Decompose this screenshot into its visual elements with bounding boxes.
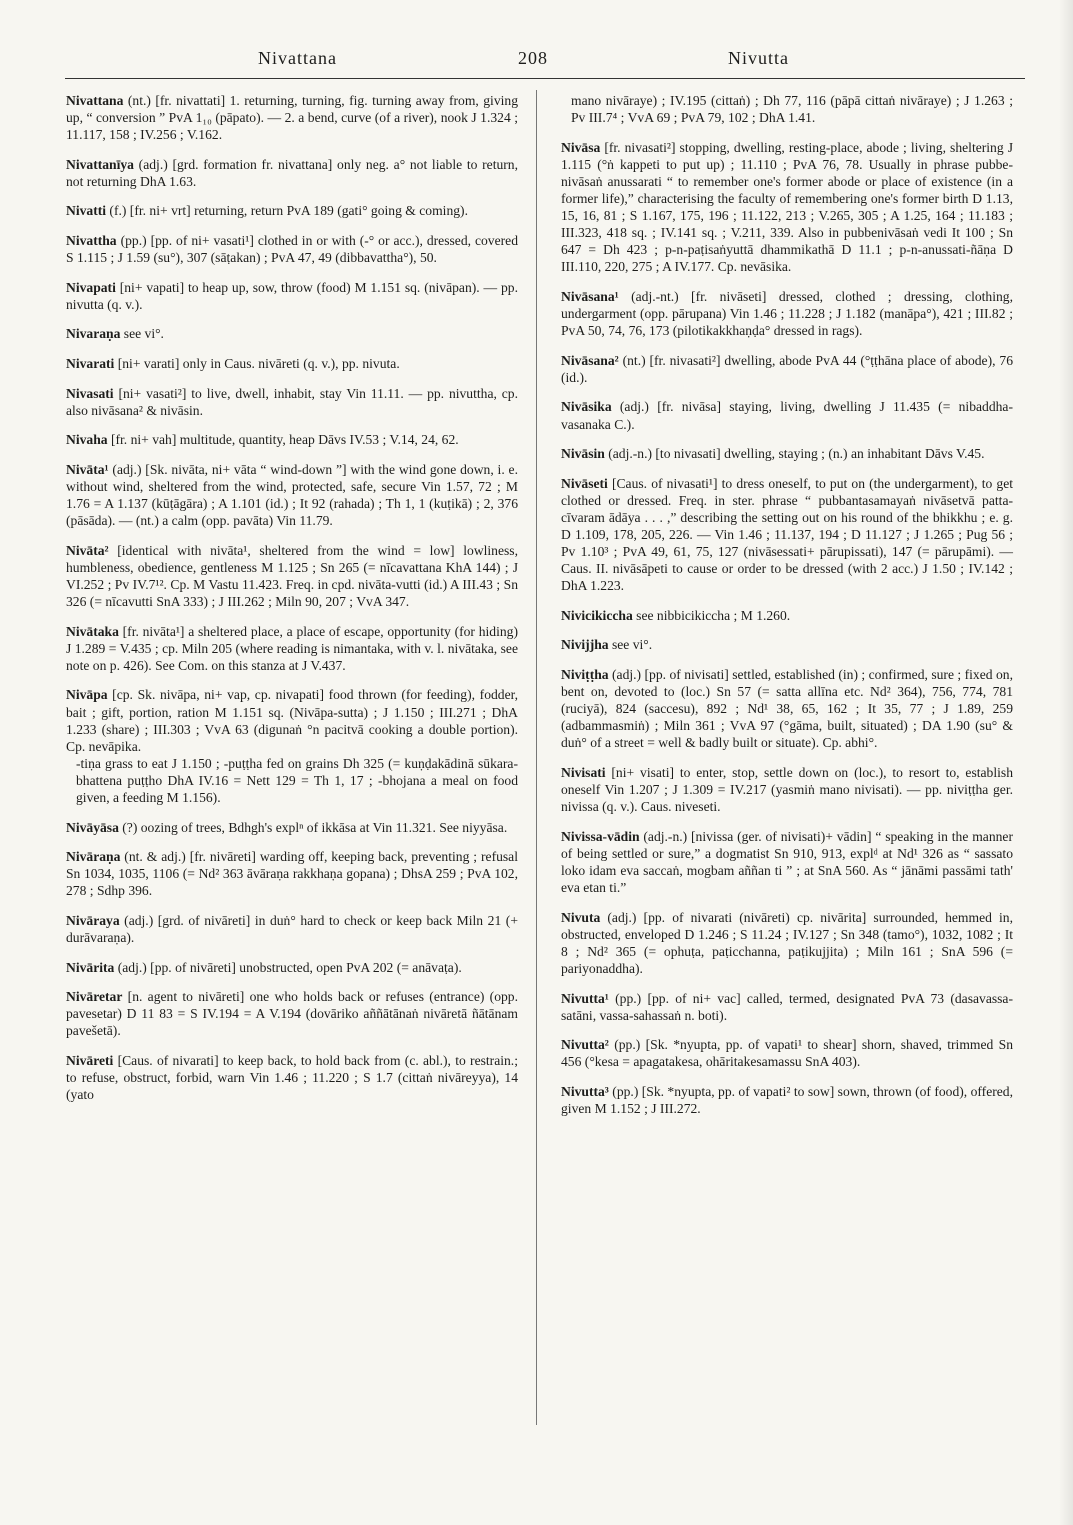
entry-definition: [ni+ varati] only in Caus. nivāreti (q. v.), pp. nivuta. bbox=[114, 356, 400, 372]
entry-headword: Nivutta³ bbox=[561, 1083, 609, 1099]
entry-definition: (nt.) [fr. nivattati] 1. returning, turning, fig. turning away from, giving up, “ conversion ” PvA 1₁₀ (pāpato). — 2. a bend, curve (of a river), nook J 1.324 ; 11.117, 158 ; IV.256 ; V.162. bbox=[66, 93, 518, 143]
dictionary-entry bbox=[66, 848, 518, 899]
dictionary-entry bbox=[561, 636, 1013, 653]
entry-definition: [fr. nivāta¹] a sheltered place, a place of escape, opportunity (for hiding) J 1.289 = V.435 ; cp. Miln 205 (where reading is nimantaka, with v. l. nivātaka, see note on p. 426). See Com. on this stanza at J V.437. bbox=[66, 623, 518, 673]
entry-definition: see nibbicikiccha ; M 1.260. bbox=[632, 607, 791, 623]
entry-headword: Nivattanīya bbox=[66, 156, 134, 172]
page-number: 208 bbox=[518, 48, 548, 68]
entry-headword: Nivārita bbox=[66, 959, 115, 975]
entry-definition: (nt. & adj.) [fr. nivāreti] warding off, keeping back, preventing ; refusal Sn 1034, 1035, 1106 (= Nd² 363 āvāraṇa rakkhaṇa gopana) ; DhsA 259 ; PvA 102, 278 ; Sdhp 396. bbox=[66, 849, 518, 899]
entry-headword: Nivuta bbox=[561, 909, 601, 925]
dictionary-entry bbox=[561, 139, 1013, 276]
entry-definition: (adj.-n.) [to nivasati] dwelling, staying ; (n.) an inhabitant Dāvs V.45. bbox=[604, 446, 985, 462]
dictionary-entry bbox=[66, 355, 518, 372]
entry-headword: Nivāsika bbox=[561, 399, 612, 415]
entry-definition: (pp.) [Sk. *nyupta, pp. of vapati² to sow] sown, thrown (of food), offered, given M 1.152 ; J III.272. bbox=[561, 1083, 1013, 1116]
dictionary-entry bbox=[66, 686, 518, 754]
dictionary-entry bbox=[561, 1083, 1013, 1117]
dictionary-entry bbox=[66, 819, 518, 836]
dictionary-entry bbox=[66, 279, 518, 313]
dictionary-entry bbox=[66, 385, 518, 419]
entry-definition: [ni+ visati] to enter, stop, settle down on (loc.), to resort to, establish oneself Vin 1.207 ; J 1.309 = IV.217 (yasmiṅ mano nivisati). — pp. niviṭṭha ger. nivissa (q. v.). Caus. niveseti. bbox=[561, 765, 1013, 815]
dictionary-entry bbox=[561, 607, 1013, 624]
entry-definition: (f.) [fr. ni+ vrt] returning, return PvA 189 (gati° going & coming). bbox=[106, 203, 468, 219]
entry-definition: [cp. Sk. nivāpa, ni+ vap, cp. nivapati] food thrown (for feeding), fodder, bait ; gift, portion, ration M 1.151 sq. (Nivāpa-sutta) ; J 1.150 ; III.271 ; DhA 1.233 (share) ; III.303 ; VvA 63 (digunaṅ °n pacitvā cooking a double portion). Cp. nevāpika. bbox=[66, 687, 518, 754]
entry-definition: see vi°. bbox=[608, 637, 653, 653]
entry-headword: Nivutta¹ bbox=[561, 990, 609, 1006]
scan-edge-shadow bbox=[1059, 0, 1073, 1525]
entry-definition: (pp.) [pp. of ni+ vasati¹] clothed in or with (-° or acc.), dressed, covered S 1.115 ; J 1.59 (su°), 307 (sāṭakan) ; PvA 47, 49 (dibbavattha°), 50. bbox=[66, 233, 518, 266]
dictionary-entry bbox=[561, 398, 1013, 432]
dictionary-entry bbox=[561, 990, 1013, 1024]
dictionary-entry bbox=[66, 325, 518, 342]
header-rule bbox=[65, 78, 1025, 79]
dictionary-entry bbox=[561, 828, 1013, 896]
entry-definition: (nt.) [fr. nivasati²] dwelling, abode PvA 44 (°ṭṭhāna place of abode), 76 (id.). bbox=[561, 352, 1013, 385]
left-column bbox=[66, 92, 518, 1116]
entry-headword: Nivāsin bbox=[561, 446, 605, 462]
dictionary-entry bbox=[66, 156, 518, 190]
entry-headword: Nivatti bbox=[66, 203, 107, 219]
entry-headword: Nivāretar bbox=[66, 989, 123, 1005]
entry-headword: Nivāyāsa bbox=[66, 819, 119, 835]
column-divider bbox=[536, 90, 537, 1425]
entry-headword: Nivutta² bbox=[561, 1037, 609, 1053]
guide-word-right: Nivutta bbox=[728, 48, 789, 68]
entry-headword: Nivattana bbox=[66, 93, 124, 108]
entry-headword: Nivāsana¹ bbox=[561, 288, 619, 304]
dictionary-entry bbox=[561, 475, 1013, 595]
dictionary-entry bbox=[66, 912, 518, 946]
dictionary-entry bbox=[66, 461, 518, 529]
entry-headword: Nivāseti bbox=[561, 475, 608, 491]
dictionary-entry bbox=[561, 1036, 1013, 1070]
entry-definition: [identical with nivāta¹, sheltered from the wind = low] lowliness, humbleness, obedience, gentleness M 1.125 ; Sn 265 (= nīcavattana KhA 144) ; J VI.252 ; Pv IV.7¹². Cp. M Vastu 11.423. Freq. in cpd. nivāta-vutti (id.) A III.43 ; Sn 326 (= nīcavutti SnA 333) ; J III.262 ; Miln 90, 207 ; VvA 347. bbox=[66, 542, 518, 610]
entry-headword: Nivasati bbox=[66, 385, 114, 401]
entry-headword: Nivarati bbox=[66, 356, 115, 372]
entry-headword: Nivapati bbox=[66, 279, 116, 295]
entry-definition: (adj.-n.) [nivissa (ger. of nivisati)+ vādin] “ speaking in the manner of being settled or sure,” a dogmatist Sn 910, 913, explᵈ at Nd¹ 326 as “ sassato loko idam eva saccaṅ, mogbam aññan ti ” ; at SnA 560. As “ jānāmi passāmi tath' eva etan ti.” bbox=[561, 828, 1013, 896]
dictionary-entry bbox=[66, 542, 518, 610]
dictionary-entry bbox=[561, 92, 1013, 126]
right-column bbox=[561, 92, 1013, 1130]
entry-definition: (adj.) [pp. of nivisati] settled, established (in) ; confirmed, sure ; fixed on, bent on, devoted to (loc.) Sn 57 (= satta allīna etc. Nd² 364), 756, 774, 781 (ruciyā), 824 (saccesu), 892 ; Nd¹ 38, 65, 162 ; It 35, 77 ; J 1.89, 259 (adbammasmiṅ) ; Miln 361 ; VvA 97 (°gāma, built, situated) ; DA 1.90 (su° & duṅ° of a street = well & badly built or situate). Cp. abhi°. bbox=[561, 667, 1013, 751]
entry-definition: -tiṇa grass to eat J 1.150 ; -puṭṭha fed on grains Dh 325 (= kuṇḍakādinā sūkara-bhattena puṭṭho DhA IV.16 = Nett 129 = Th 1, 17 ; -bhojana a meal on food given, a feeding M 1.156). bbox=[76, 755, 518, 805]
dictionary-entry bbox=[66, 431, 518, 448]
dictionary-entry bbox=[561, 352, 1013, 386]
entry-definition: see vi°. bbox=[120, 326, 164, 342]
dictionary-entry bbox=[561, 445, 1013, 462]
entry-headword: Nivāraya bbox=[66, 912, 120, 928]
dictionary-entry bbox=[66, 755, 518, 806]
entry-definition: (pp.) [Sk. *nyupta, pp. of vapati¹ to shear] shorn, shaved, trimmed Sn 456 (°kesa = apagatakesa, ohāritakesamassu SnA 403). bbox=[561, 1037, 1013, 1070]
entry-headword: Niviṭṭha bbox=[561, 667, 609, 683]
dictionary-entry bbox=[66, 232, 518, 266]
entry-headword: Nivāta² bbox=[66, 542, 109, 558]
entry-headword: Nivātaka bbox=[66, 623, 119, 639]
dictionary-entry bbox=[66, 623, 518, 674]
guide-word-left: Nivattana bbox=[258, 48, 337, 68]
dictionary-entry bbox=[66, 959, 518, 976]
entry-definition: (pp.) [pp. of ni+ vac] called, termed, designated PvA 73 (dasavassa-satāni, vassa-sahassaṅ n. boti). bbox=[561, 990, 1013, 1023]
entry-headword: Nivāpa bbox=[66, 687, 108, 703]
entry-definition: (adj.) [fr. nivāsa] staying, living, dwelling J 11.435 (= nibaddha-vasanaka C.). bbox=[561, 399, 1013, 432]
entry-definition: [n. agent to nivāreti] one who holds back or refuses (entrance) (opp. pavesetar) D 11 83 = S IV.194 = A V.194 (dovāriko aññātānaṅ nivāretā ñātānam pavešetā). bbox=[66, 989, 518, 1039]
entry-headword: Nivāta¹ bbox=[66, 461, 109, 477]
entry-headword: Nivāsana² bbox=[561, 352, 619, 368]
dictionary-entry bbox=[66, 202, 518, 219]
entry-definition: (adj.) [Sk. nivāta, ni+ vāta “ wind-down ”] with the wind gone down, i. e. without wind, sheltered from the wind, protected, safe, secure Vin 1.57, 72 ; M 1.76 = A 1.137 (kūṭāgāra) ; A 1.101 (id.) ; It 92 (rahada) ; Th 1, 1 (kuṭikā) ; 2, 376 (pāsāda). — (nt.) a calm (opp. pavāta) Vin 11.79. bbox=[66, 461, 518, 529]
entry-headword: Nivāreti bbox=[66, 1053, 114, 1069]
entry-definition: (adj.) [pp. of nivarati (nivāreti) cp. nivārita] surrounded, hemmed in, obstructed, enveloped D 1.246 ; S 11.24 ; IV.127 ; Sn 348 (tamo°), 1032, 1082 ; It 8 ; Nd² 365 (= ophuṭa, paṭicchanna, paṭikujjita) ; Miln 161 ; SnA 596 (= pariyonaddha). bbox=[561, 909, 1013, 976]
running-head bbox=[80, 44, 980, 74]
entry-headword: Nivāsa bbox=[561, 139, 601, 155]
entry-definition: [Caus. of nivarati] to keep back, to hold back from (c. abl.), to restrain.; to refuse, obstruct, forbid, warn Vin 1.46 ; 11.220 ; S 1.7 (cittaṅ nivāreyya), 14 (yato bbox=[66, 1053, 518, 1103]
entry-definition: [ni+ vasati²] to live, dwell, inhabit, stay Vin 11.11. — pp. nivuttha, cp. also nivāsana² & nivāsin. bbox=[66, 385, 518, 418]
entry-headword: Nivaha bbox=[66, 432, 108, 448]
entry-definition: (adj.) [grd. formation fr. nivattana] only neg. a° not liable to return, not returning DhA 1.63. bbox=[66, 156, 518, 189]
dictionary-entry bbox=[66, 92, 518, 143]
entry-headword: Nivisati bbox=[561, 765, 606, 780]
dictionary-entry bbox=[561, 666, 1013, 751]
entry-headword: Nivāraṇa bbox=[66, 849, 121, 865]
entry-headword: Nivicikiccha bbox=[561, 607, 633, 623]
entry-definition: (adj.-nt.) [fr. nivāseti] dressed, clothed ; dressing, clothing, undergarment (opp. pārupana) Vin 1.46 ; 11.228 ; J 1.182 (manāpa°), 421 ; III.82 ; PvA 50, 74, 76, 173 (pilotikakkhaṇḍa° dressed in rags). bbox=[561, 288, 1013, 339]
dictionary-entry bbox=[66, 988, 518, 1039]
entry-definition: [ni+ vapati] to heap up, sow, throw (food) M 1.151 sq. (nivāpan). — pp. nivutta (q. v.). bbox=[66, 279, 518, 312]
dictionary-entry bbox=[561, 764, 1013, 815]
entry-headword: Nivissa-vādin bbox=[561, 828, 640, 844]
dictionary-entry bbox=[561, 909, 1013, 977]
entry-definition: (adj.) [pp. of nivāreti] unobstructed, open PvA 202 (= anāvaṭa). bbox=[114, 959, 462, 975]
entry-definition: [fr. nivasati²] stopping, dwelling, resting-place, abode ; living, sheltering J 1.115 (°ṅ kappeti to put up) ; 11.110 ; PvA 76, 78. Usually in phrase pubbe-nivāsaṅ anussarati “ to remember one's former abode or place of existence (in a former life),” characterising the faculty of remembering one's former birth D 1.13, 15, 16, 81 ; S 1.167, 175, 196 ; 11.122, 213 ; V.265, 305 ; A 1.25, 164 ; 11.183 ; III.323, 418 sq. ; IV.141 sq. ; V.211, 339. Also in pubbenivāsaṅ vedi It 100 ; Sn 647 = Dh 423 ; p-n-paṭisaṅyuttā dhammikathā D 11.1 ; p-n-anussati-ñāṇa D III.110, 220, 275 ; A IV.177. Cp. nevāsika. bbox=[561, 139, 1013, 275]
entry-headword: Nivijjha bbox=[561, 637, 609, 653]
entry-definition: mano nivāraye) ; IV.195 (cittaṅ) ; Dh 77, 116 (pāpā cittaṅ nivāraye) ; J 1.263 ; Pv III.7⁴ ; VvA 69 ; PvA 79, 102 ; DhA 1.41. bbox=[571, 93, 1013, 126]
entry-definition: [Caus. of nivasati¹] to dress oneself, to put on (the undergarment), to get clothed or dressed. Freq. in ster. phrase “ pubbantasamayaṅ nivāsetvā patta-cīvaram ādāya . . . ,” describing the setting out on his round of the bhikkhu ; e. g. D 1.109, 178, 205, 226. — Vin 1.46 ; 11.137, 194 ; D 11.127 ; J 1.265 ; Pug 56 ; Pv 1.10³ ; PvA 49, 61, 75, 127 (nivāsessati+ pārupissati), 147 (= pārupāmi). — Caus. II. nivāsāpeti to cause or order to be dressed (with 2 acc.) J 1.50 ; IV.142 ; DhA 1.223. bbox=[561, 475, 1013, 594]
dictionary-entry bbox=[66, 1052, 518, 1103]
entry-definition: (adj.) [grd. of nivāreti] in duṅ° hard to check or keep back Miln 21 (+ durāvaraṇa). bbox=[66, 912, 518, 946]
entry-headword: Nivaraṇa bbox=[66, 326, 121, 342]
dictionary-entry bbox=[561, 288, 1013, 339]
entry-headword: Nivattha bbox=[66, 233, 117, 249]
entry-definition: [fr. ni+ vah] multitude, quantity, heap Dāvs IV.53 ; V.14, 24, 62. bbox=[107, 432, 459, 448]
entry-definition: (?) oozing of trees, Bdhgh's explⁿ of ikkāsa at Vin 11.321. See niyyāsa. bbox=[118, 819, 508, 835]
